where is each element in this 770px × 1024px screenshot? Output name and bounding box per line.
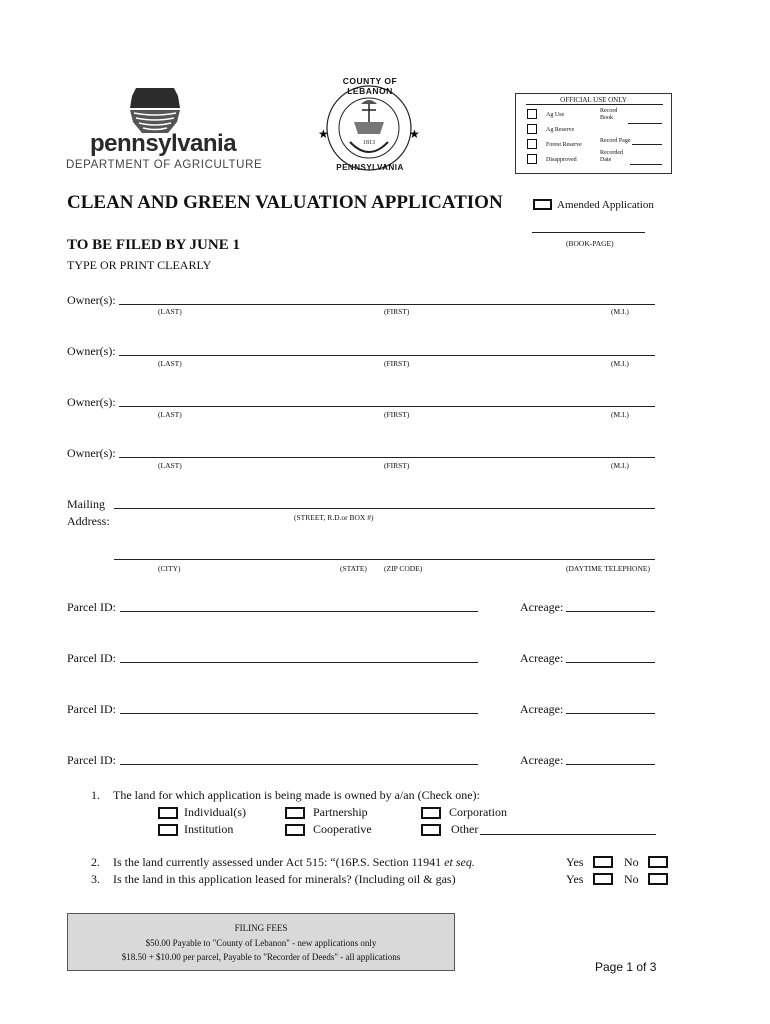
filing-fees-line-2: $18.50 + $10.00 per parcel, Payable to "Recorder of Deeds" - all applications bbox=[121, 952, 401, 962]
street-field[interactable] bbox=[114, 508, 655, 509]
acreage-label-4: Acreage: bbox=[520, 753, 564, 767]
owner-first-label-4: (FIRST) bbox=[384, 461, 410, 470]
owner-field-4[interactable] bbox=[119, 457, 655, 458]
acreage-label-2: Acreage: bbox=[520, 651, 564, 665]
question-2-no-checkbox[interactable] bbox=[648, 856, 668, 868]
owner-label-4: Owner(s): bbox=[67, 446, 116, 460]
record-page-label: Record Page bbox=[600, 138, 631, 144]
individual-checkbox[interactable] bbox=[158, 807, 178, 819]
owner-field-3[interactable] bbox=[119, 406, 655, 407]
amended-application-checkbox[interactable] bbox=[533, 199, 552, 210]
owner-label-3: Owner(s): bbox=[67, 395, 116, 409]
parcel-id-label-4: Parcel ID: bbox=[67, 753, 116, 767]
question-2-no-label: No bbox=[624, 855, 639, 869]
address-label: Address: bbox=[67, 514, 110, 528]
owner-field-1[interactable] bbox=[119, 304, 655, 305]
filing-fees-line-1: $50.00 Payable to "County of Lebanon" - new applications only bbox=[145, 938, 377, 948]
seal-top-text: COUNTY OF LEBANON bbox=[342, 76, 398, 96]
corporation-label: Corporation bbox=[449, 805, 507, 819]
owner-first-label-1: (FIRST) bbox=[384, 307, 410, 316]
ag-use-label: Ag Use bbox=[546, 112, 565, 118]
official-use-box bbox=[515, 93, 672, 174]
question-2-number: 2. bbox=[91, 855, 100, 869]
ag-use-checkbox[interactable] bbox=[527, 109, 537, 119]
logo-department-text: DEPARTMENT OF AGRICULTURE bbox=[66, 159, 263, 171]
city-state-zip-phone-field[interactable] bbox=[114, 559, 655, 560]
acreage-field-4[interactable] bbox=[566, 764, 655, 765]
question-2-yes-checkbox[interactable] bbox=[593, 856, 613, 868]
svg-text:★: ★ bbox=[409, 127, 420, 141]
owner-first-label-3: (FIRST) bbox=[384, 410, 410, 419]
parcel-id-field-1[interactable] bbox=[120, 611, 478, 612]
owner-label-2: Owner(s): bbox=[67, 344, 116, 358]
ag-reserve-label: Ag Reserve bbox=[546, 127, 575, 133]
owner-last-label-3: (LAST) bbox=[158, 410, 182, 419]
forest-reserve-checkbox[interactable] bbox=[527, 139, 537, 149]
county-seal bbox=[314, 72, 424, 182]
state-label: (STATE) bbox=[340, 564, 367, 573]
partnership-checkbox[interactable] bbox=[285, 807, 305, 819]
street-label: (STREET, R.D.or BOX #) bbox=[294, 513, 374, 522]
parcel-id-field-3[interactable] bbox=[120, 713, 478, 714]
owner-first-label-2: (FIRST) bbox=[384, 359, 410, 368]
forest-reserve-label: Forest Reserve bbox=[546, 142, 582, 148]
disapproved-label: Disapproved bbox=[546, 157, 577, 163]
owner-field-2[interactable] bbox=[119, 355, 655, 356]
owner-last-label-4: (LAST) bbox=[158, 461, 182, 470]
corporation-checkbox[interactable] bbox=[421, 807, 441, 819]
filing-fees-box bbox=[67, 913, 455, 971]
recorded-date-label: Recorded Date bbox=[600, 150, 623, 163]
mailing-label: Mailing bbox=[67, 497, 105, 511]
phone-label: (DAYTIME TELEPHONE) bbox=[566, 564, 650, 573]
question-3-yes-label: Yes bbox=[566, 872, 584, 886]
ag-reserve-checkbox[interactable] bbox=[527, 124, 537, 134]
cooperative-checkbox[interactable] bbox=[285, 824, 305, 836]
keystone-icon bbox=[64, 86, 244, 136]
filed-by-heading: TO BE FILED BY JUNE 1 bbox=[67, 237, 240, 253]
question-2-yes-label: Yes bbox=[566, 855, 584, 869]
owner-last-label-2: (LAST) bbox=[158, 359, 182, 368]
question-2-text-emphasis: et seq. bbox=[444, 855, 475, 869]
owner-mi-label-3: (M.I.) bbox=[611, 410, 629, 419]
filing-fees-title: FILING FEES bbox=[234, 923, 288, 933]
parcel-id-label-3: Parcel ID: bbox=[67, 702, 116, 716]
logo-brand-text: pennsylvania bbox=[90, 130, 237, 157]
recorded-date-field[interactable] bbox=[630, 164, 662, 165]
record-book-field[interactable] bbox=[628, 123, 662, 124]
seal-year: 1813 bbox=[363, 140, 375, 146]
question-2-text bbox=[113, 855, 475, 870]
question-3-number: 3. bbox=[91, 872, 100, 886]
owner-mi-label-4: (M.I.) bbox=[611, 461, 629, 470]
cooperative-label: Cooperative bbox=[313, 822, 372, 836]
pa-agriculture-logo bbox=[64, 86, 263, 176]
question-3-no-checkbox[interactable] bbox=[648, 873, 668, 885]
zip-label: (ZIP CODE) bbox=[384, 564, 423, 573]
seal-bottom-text: PENNSYLVANIA bbox=[336, 163, 404, 172]
page-number: Page 1 of 3 bbox=[595, 960, 657, 974]
book-page-field[interactable] bbox=[532, 232, 645, 233]
partnership-label: Partnership bbox=[313, 805, 368, 819]
question-3-yes-checkbox[interactable] bbox=[593, 873, 613, 885]
book-page-label: (BOOK-PAGE) bbox=[566, 239, 614, 248]
owner-label-1: Owner(s): bbox=[67, 293, 116, 307]
parcel-id-field-4[interactable] bbox=[120, 764, 478, 765]
svg-text:★: ★ bbox=[318, 127, 329, 141]
question-1-text: The land for which application is being made is owned by a/an (Check one): bbox=[113, 788, 480, 802]
acreage-field-2[interactable] bbox=[566, 662, 655, 663]
parcel-id-label-2: Parcel ID: bbox=[67, 651, 116, 665]
other-checkbox[interactable] bbox=[421, 824, 441, 836]
form-title: CLEAN AND GREEN VALUATION APPLICATION bbox=[67, 192, 503, 213]
acreage-field-1[interactable] bbox=[566, 611, 655, 612]
acreage-label-3: Acreage: bbox=[520, 702, 564, 716]
parcel-id-label-1: Parcel ID: bbox=[67, 600, 116, 614]
question-3-text: Is the land in this application leased for minerals? (Including oil & gas) bbox=[113, 872, 456, 886]
institution-label: Institution bbox=[184, 822, 234, 836]
record-page-field[interactable] bbox=[632, 144, 662, 145]
individual-label: Individual(s) bbox=[184, 805, 246, 819]
disapproved-checkbox[interactable] bbox=[527, 154, 537, 164]
amended-application-label: Amended Application bbox=[557, 199, 654, 211]
owner-last-label-1: (LAST) bbox=[158, 307, 182, 316]
institution-checkbox[interactable] bbox=[158, 824, 178, 836]
other-label: Other bbox=[451, 822, 479, 836]
city-label: (CITY) bbox=[158, 564, 181, 573]
type-print-instruction: TYPE OR PRINT CLEARLY bbox=[67, 258, 212, 272]
parcel-id-field-2[interactable] bbox=[120, 662, 478, 663]
question-3-no-label: No bbox=[624, 872, 639, 886]
question-1-number: 1. bbox=[91, 788, 100, 802]
question-2-text-main: Is the land currently assessed under Act 515: “(16P.S. Section 11941 bbox=[113, 855, 445, 869]
owner-mi-label-1: (M.I.) bbox=[611, 307, 629, 316]
record-book-label: Record Book bbox=[600, 108, 618, 121]
acreage-label-1: Acreage: bbox=[520, 600, 564, 614]
acreage-field-3[interactable] bbox=[566, 713, 655, 714]
official-use-title: OFFICIAL USE ONLY bbox=[560, 96, 627, 104]
other-field[interactable] bbox=[480, 834, 656, 835]
owner-mi-label-2: (M.I.) bbox=[611, 359, 629, 368]
